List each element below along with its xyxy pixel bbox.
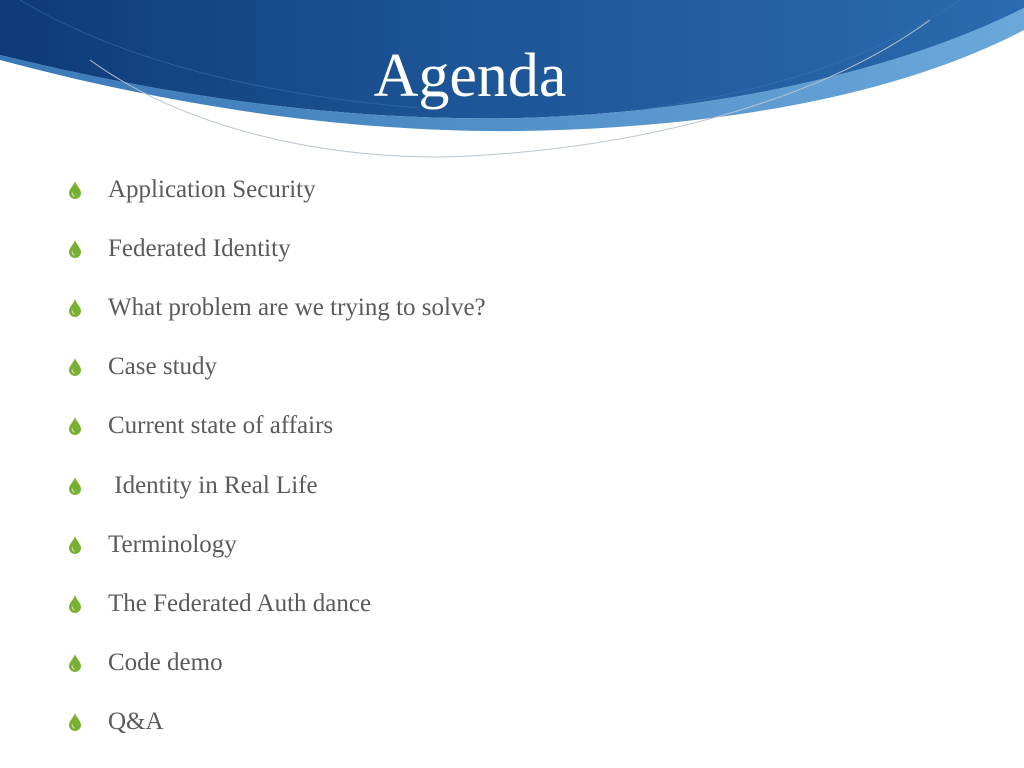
agenda-item-label: Terminology bbox=[108, 530, 237, 558]
agenda-item-label: Code demo bbox=[108, 649, 223, 677]
droplet-icon bbox=[68, 358, 82, 376]
list-item bbox=[68, 397, 486, 456]
droplet-icon bbox=[68, 536, 82, 554]
list-item bbox=[68, 456, 486, 515]
list-item bbox=[68, 219, 486, 278]
list-item bbox=[68, 634, 486, 693]
list-item bbox=[68, 278, 486, 337]
agenda-item-label: What problem are we trying to solve? bbox=[108, 293, 486, 321]
droplet-icon bbox=[68, 240, 82, 258]
droplet-icon bbox=[68, 299, 82, 317]
droplet-icon bbox=[68, 713, 82, 731]
list-item bbox=[68, 160, 486, 219]
agenda-item-label: Q&A bbox=[108, 708, 164, 736]
slide-title: Agenda bbox=[373, 42, 567, 110]
droplet-icon bbox=[68, 417, 82, 435]
droplet-icon bbox=[68, 654, 82, 672]
list-item bbox=[68, 693, 486, 752]
agenda-item-label: Identity in Real Life bbox=[108, 471, 318, 499]
agenda-list bbox=[68, 160, 486, 752]
droplet-icon bbox=[68, 181, 82, 199]
droplet-icon bbox=[68, 595, 82, 613]
list-item bbox=[68, 515, 486, 574]
agenda-item-label: Application Security bbox=[108, 175, 316, 203]
agenda-item-label: Federated Identity bbox=[108, 234, 291, 262]
droplet-icon bbox=[68, 477, 82, 495]
list-item bbox=[68, 338, 486, 397]
agenda-item-label: Current state of affairs bbox=[108, 412, 334, 440]
agenda-item-label: Case study bbox=[108, 353, 218, 381]
list-item bbox=[68, 574, 486, 633]
agenda-item-label: The Federated Auth dance bbox=[108, 589, 372, 617]
